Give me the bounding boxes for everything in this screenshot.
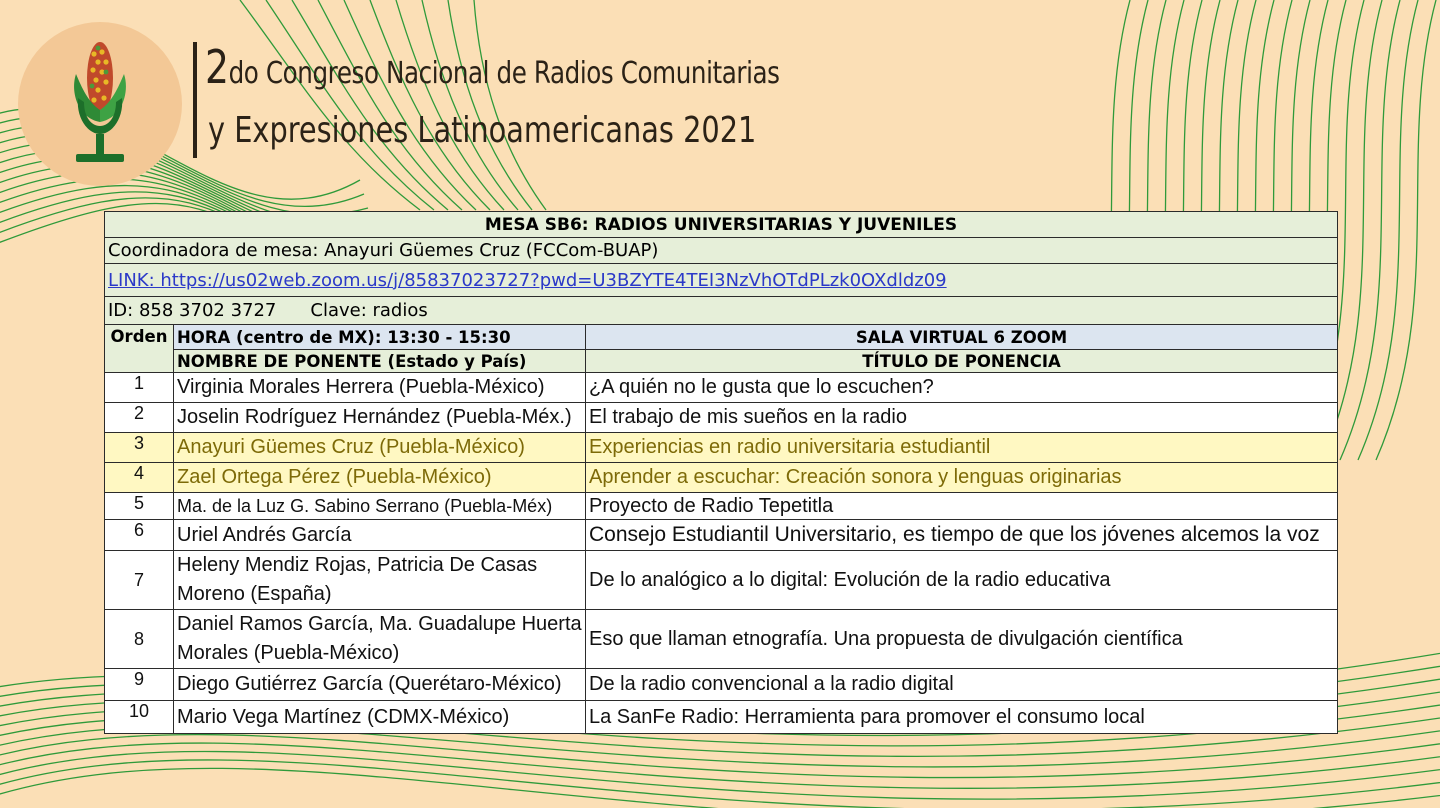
zoom-link[interactable]: LINK: https://us02web.zoom.us/j/85837023727?pwd=U3BZYTE4TEI3NzVhOTdPLzk0OXdldz09 bbox=[108, 269, 947, 291]
title-column-header: TÍTULO DE PONENCIA bbox=[586, 350, 1338, 373]
table-row bbox=[105, 403, 1338, 433]
wave-line bbox=[1358, 0, 1418, 460]
table-row bbox=[105, 610, 1338, 669]
row-number: 6 bbox=[105, 520, 174, 551]
talk-title: Proyecto de Radio Tepetitla bbox=[586, 493, 1338, 520]
wave-line bbox=[1340, 0, 1400, 460]
orden-header: Orden bbox=[105, 325, 174, 373]
speaker-name: Ma. de la Luz G. Sabino Serrano (Puebla-Méx) bbox=[174, 493, 586, 520]
meeting-id: ID: 858 3702 3727 bbox=[108, 300, 277, 321]
hora-header: HORA (centro de MX): 13:30 - 15:30 bbox=[174, 325, 586, 350]
name-column-header: NOMBRE DE PONENTE (Estado y País) bbox=[174, 350, 586, 373]
speaker-name: Uriel Andrés García bbox=[174, 520, 586, 551]
id-row bbox=[105, 297, 1338, 325]
wave-line bbox=[344, 0, 476, 210]
title-divider bbox=[193, 42, 197, 158]
speaker-name: Diego Gutiérrez García (Querétaro-México) bbox=[174, 669, 586, 701]
speaker-name: Daniel Ramos García, Ma. Guadalupe Huerta Morales (Puebla-México) bbox=[174, 610, 586, 669]
table-title-row bbox=[105, 212, 1338, 238]
table-title: MESA SB6: RADIOS UNIVERSITARIAS Y JUVENILES bbox=[105, 212, 1338, 238]
speaker-name: Anayuri Güemes Cruz (Puebla-México) bbox=[174, 433, 586, 463]
table-row bbox=[105, 701, 1338, 734]
speaker-name: Virginia Morales Herrera (Puebla-México) bbox=[174, 373, 586, 403]
link-row bbox=[105, 264, 1338, 297]
table-row bbox=[105, 493, 1338, 520]
congress-title-line2: y Expresiones Latinoamericanas 2021 bbox=[208, 110, 757, 151]
talk-title: De lo analógico a lo digital: Evolución de la radio educativa bbox=[586, 551, 1338, 610]
table-row-highlighted bbox=[105, 463, 1338, 493]
wave-line bbox=[1376, 0, 1436, 460]
row-number: 7 bbox=[105, 551, 174, 610]
row-number: 4 bbox=[105, 463, 174, 493]
table-row bbox=[105, 669, 1338, 701]
wave-line bbox=[0, 735, 1440, 778]
speaker-name: Heleny Mendiz Rojas, Patricia De Casas Moreno (España) bbox=[174, 551, 586, 610]
wave-line bbox=[448, 0, 532, 210]
wave-line bbox=[0, 743, 1440, 788]
wave-line bbox=[0, 752, 1440, 800]
row-number: 5 bbox=[105, 493, 174, 520]
meeting-password: Clave: radios bbox=[310, 300, 428, 321]
coordinator-row bbox=[105, 238, 1338, 264]
column-header-row bbox=[105, 350, 1338, 373]
talk-title: De la radio convencional a la radio digital bbox=[586, 669, 1338, 701]
wave-line bbox=[292, 0, 448, 210]
wave-line bbox=[240, 0, 420, 210]
row-number: 1 bbox=[105, 373, 174, 403]
talk-title: Aprender a escuchar: Creación sonora y lenguas originarias bbox=[586, 463, 1338, 493]
wave-line bbox=[422, 0, 518, 210]
table-row-highlighted bbox=[105, 433, 1338, 463]
speaker-name: Zael Ortega Pérez (Puebla-México) bbox=[174, 463, 586, 493]
row-number: 9 bbox=[105, 669, 174, 701]
talk-title: La SanFe Radio: Herramienta para promover el consumo local bbox=[586, 701, 1338, 734]
talk-title: El trabajo de mis sueños en la radio bbox=[586, 403, 1338, 433]
schedule-table bbox=[104, 211, 1338, 734]
row-number: 10 bbox=[105, 701, 174, 734]
congress-title-line1 bbox=[205, 40, 780, 94]
talk-title: Experiencias en radio universitaria estudiantil bbox=[586, 433, 1338, 463]
sala-header: SALA VIRTUAL 6 ZOOM bbox=[586, 325, 1338, 350]
table-row bbox=[105, 520, 1338, 551]
talk-title: ¿A quién no le gusta que lo escuchen? bbox=[586, 373, 1338, 403]
speaker-name: Joselin Rodríguez Hernández (Puebla-Méx.) bbox=[174, 403, 586, 433]
wave-line bbox=[266, 0, 434, 210]
hora-row bbox=[105, 325, 1338, 350]
wave-line bbox=[396, 0, 504, 210]
talk-title: Eso que llaman etnografía. Una propuesta de divulgación científica bbox=[586, 610, 1338, 669]
title-line1-text: do Congreso Nacional de Radios Comunitarias bbox=[228, 56, 780, 91]
table-row bbox=[105, 551, 1338, 610]
row-number: 8 bbox=[105, 610, 174, 669]
corn-microphone-icon bbox=[18, 22, 182, 186]
wave-line bbox=[318, 0, 462, 210]
title-number: 2 bbox=[205, 40, 229, 94]
row-number: 3 bbox=[105, 433, 174, 463]
table-row bbox=[105, 373, 1338, 403]
talk-title: Consejo Estudiantil Universitario, es tiempo de que los jóvenes alcemos la voz bbox=[586, 520, 1338, 551]
wave-line bbox=[0, 768, 1440, 808]
row-number: 2 bbox=[105, 403, 174, 433]
speaker-name: Mario Vega Martínez (CDMX-México) bbox=[174, 701, 586, 734]
coordinator-text: Coordinadora de mesa: Anayuri Güemes Cruz (FCCom-BUAP) bbox=[105, 238, 1338, 264]
